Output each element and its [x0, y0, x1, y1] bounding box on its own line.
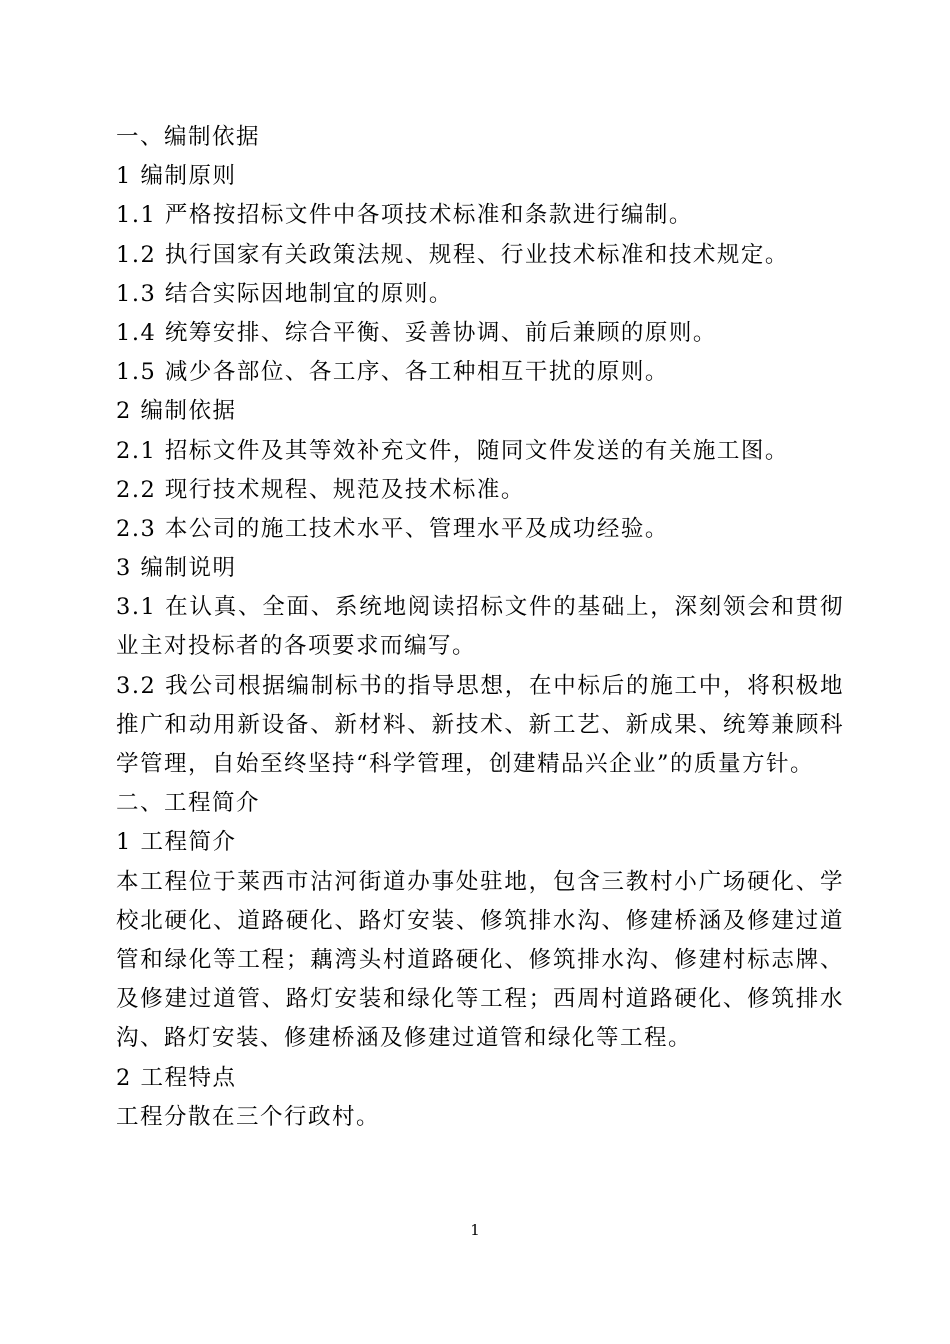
subheading-basis: 2 编制依据	[116, 398, 237, 425]
paragraph-2-2: 2.2 现行技术规程、规范及技术标准。	[116, 476, 525, 503]
paragraph-features: 工程分散在三个行政村。	[116, 1103, 381, 1130]
paragraph-1-4: 1.4 统筹安排、综合平衡、妥善协调、前后兼顾的原则。	[116, 319, 717, 346]
paragraph-1-3: 1.3 结合实际因地制宜的原则。	[116, 280, 453, 307]
section-heading-basis: 一、编制依据	[116, 124, 261, 150]
paragraph-1-2: 1.2 执行国家有关政策法规、规程、行业技术标准和技术规定。	[116, 241, 789, 268]
paragraph-2-3: 2.3 本公司的施工技术水平、管理水平及成功经验。	[116, 515, 669, 542]
paragraph-3-1: 3.1 在认真、全面、系统地阅读招标文件的基础上，深刻领会和贯彻业主对投标者的各项要求而编写。	[116, 594, 844, 660]
paragraph-overview: 本工程位于莱西市沽河街道办事处驻地，包含三教村小广场硬化、学校北硬化、道路硬化、路灯安装、修筑排水沟、修建桥涵及修建过道管和绿化等工程；藕湾头村道路硬化、修筑排水沟、修建村标志牌、及修建过道管、路灯安装和绿化等工程；西周村道路硬化、修筑排水沟、路灯安装、修建桥涵及修建过道管和绿化等工程。	[116, 868, 844, 1052]
paragraph-1-5: 1.5 减少各部位、各工序、各工种相互干扰的原则。	[116, 359, 669, 386]
document-body	[116, 118, 844, 1137]
subheading-overview: 1 工程简介	[116, 829, 237, 856]
section-heading-overview: 二、工程简介	[116, 790, 261, 817]
subheading-explanation: 3 编制说明	[116, 555, 237, 582]
paragraph-1-1: 1.1 严格按招标文件中各项技术标准和条款进行编制。	[116, 202, 693, 229]
subheading-features: 2 工程特点	[116, 1064, 237, 1091]
subheading-principles: 1 编制原则	[116, 163, 237, 190]
paragraph-2-1: 2.1 招标文件及其等效补充文件，随同文件发送的有关施工图。	[116, 437, 789, 464]
page-number: 1	[470, 1221, 480, 1239]
paragraph-3-2: 3.2 我公司根据编制标书的指导思想，在中标后的施工中，将积极地推广和动用新设备、新材料、新技术、新工艺、新成果、统筹兼顾科学管理，自始至终坚持“科学管理，创建精品兴企业”的质量方针。	[116, 672, 844, 778]
